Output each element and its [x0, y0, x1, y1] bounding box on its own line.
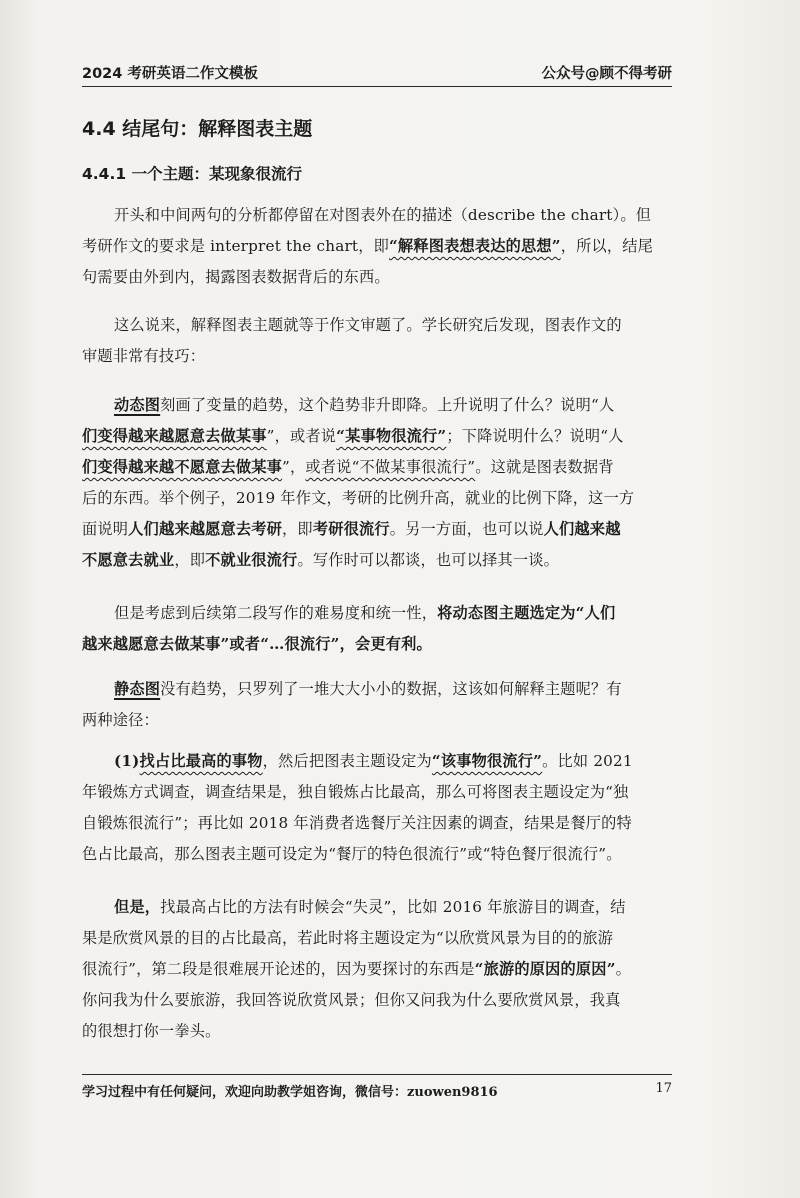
bold-text: 越来越愿意去做某事”或者“…很流行”，会更有利。: [82, 635, 432, 653]
paragraph-2: [82, 310, 682, 372]
emphasis-text: “某事物很流行”: [336, 427, 447, 445]
section-title: 4.4 结尾句：解释图表主题: [82, 118, 313, 140]
header-account: 公众号@顾不得考研: [541, 66, 672, 82]
text-line: [82, 514, 682, 545]
bold-text: 人们越来越愿意去考研: [128, 520, 283, 538]
text-line: [82, 892, 682, 923]
subsection-title: 4.4.1 一个主题：某现象很流行: [82, 165, 303, 183]
text-line: 自锻炼很流行”；再比如 2018 年消费者选餐厅关注因素的调查，结果是餐厅的特: [82, 814, 632, 832]
text-line: 审题非常有技巧：: [82, 347, 206, 365]
text-line: [82, 231, 682, 262]
text-line: [82, 674, 682, 705]
text-line: 的很想打你一拳头。: [82, 1022, 221, 1040]
header-title: 2024 考研英语二作文模板: [82, 66, 258, 82]
page-footer: [82, 1074, 672, 1100]
bold-text: 但是，: [114, 898, 161, 916]
text-line: [82, 545, 682, 576]
paragraph-7: [82, 892, 682, 1047]
text-run: 。另一方面，也可以说: [389, 520, 544, 538]
text-line: 年锻炼方式调查，调查结果是，独自锻炼占比最高，那么可将图表主题设定为“独: [82, 783, 629, 801]
emphasis-text: 们变得越来越愿意去做某事: [82, 427, 267, 445]
text-run: ，即: [174, 551, 206, 569]
text-run: 考研作文的要求是 interpret the chart，即: [82, 237, 389, 255]
text-line: 开头和中间两句的分析都停留在对图表外在的描述（describe the chart）。但: [114, 206, 652, 224]
bold-text: 不愿意去就业: [82, 551, 175, 569]
text-run: 没有趋势，只罗列了一堆大大小小的数据，这该如何解释主题呢？有: [160, 680, 622, 698]
text-run: ，然后把图表主题设定为: [262, 752, 432, 770]
text-run: 。: [615, 960, 632, 978]
text-line: 果是欣赏风景的目的占比最高，若此时将主题设定为“以欣赏风景为目的的旅游: [82, 929, 614, 947]
text-line: 你问我为什么要旅游，我回答说欣赏风景；但你又问我为什么要欣赏风景，我真: [82, 991, 621, 1009]
emphasis-text: “解释图表想表达的思想”: [389, 237, 561, 255]
text-line: [82, 629, 682, 660]
text-line: [82, 598, 682, 629]
text-run: ”，: [282, 458, 306, 476]
text-run: 找最高占比的方法有时候会“失灵”，比如 2016 年旅游目的调查，结: [160, 898, 626, 916]
running-header: [82, 58, 672, 87]
text-line: [82, 954, 682, 985]
paragraph-4: [82, 598, 682, 660]
text-line: 这么说来，解释图表主题就等于作文审题了。学长研究后发现，图表作文的: [114, 316, 622, 334]
emphasis-text: “该事物很流行”: [431, 752, 543, 770]
text-run: ”，或者说: [266, 427, 337, 445]
emphasis-text: 或者说“不做某事很流行”: [305, 458, 476, 476]
text-line: 后的东西。举个例子，2019 年作文，考研的比例升高，就业的比例下降，这一方: [82, 489, 635, 507]
bold-text: 不就业很流行: [205, 551, 298, 569]
text-run: 刻画了变量的趋势，这个趋势非升即降。上升说明了什么？说明“人: [160, 396, 615, 414]
paragraph-1: [82, 200, 682, 293]
text-run: 。写作时可以都谈，也可以择其一谈。: [297, 551, 560, 569]
emphasis-text: 们变得越来越不愿意去做某事: [82, 458, 283, 476]
text-line: 两种途径：: [82, 711, 159, 729]
keyword-dynamic-chart: 动态图: [114, 396, 161, 414]
paragraph-6: [82, 746, 682, 870]
text-line: 句需要由外到内，揭露图表数据背后的东西。: [82, 268, 390, 286]
text-line: [82, 746, 682, 777]
footer-contact: 学习过程中有任何疑问，欢迎向助教学姐咨询，微信号：zuowen9816: [82, 1085, 498, 1100]
bold-text: 人们越来越: [543, 520, 621, 538]
text-line: 色占比最高，那么图表主题可设定为“餐厅的特色很流行”或“特色餐厅很流行”。: [82, 845, 622, 863]
text-run: ，所以，结尾: [560, 237, 654, 255]
text-line: [82, 452, 682, 483]
emphasis-text: 找占比最高的事物: [139, 752, 263, 770]
bold-text: 将动态图主题选定为“人们: [437, 604, 616, 622]
text-run: 面说明: [82, 520, 129, 538]
bold-text: “旅游的原因的原因”: [474, 960, 616, 978]
text-run: ；下降说明什么？说明“人: [446, 427, 624, 445]
keyword-static-chart: 静态图: [114, 680, 161, 698]
paragraph-5: [82, 674, 682, 736]
text-line: [82, 390, 682, 421]
text-run: 但是考虑到后续第二段写作的难易度和统一性，: [114, 604, 438, 622]
text-run: 很流行”，第二段是很难展开论述的，因为要探讨的东西是: [82, 960, 475, 978]
text-run: 。比如 2021: [542, 752, 633, 770]
text-line: [82, 421, 682, 452]
paragraph-3: [82, 390, 682, 576]
list-number: (1): [114, 752, 140, 770]
text-run: 。这就是图表数据背: [475, 458, 614, 476]
page-number: 17: [655, 1081, 672, 1096]
text-run: ，即: [282, 520, 313, 538]
bold-text: 考研很流行: [312, 520, 390, 538]
